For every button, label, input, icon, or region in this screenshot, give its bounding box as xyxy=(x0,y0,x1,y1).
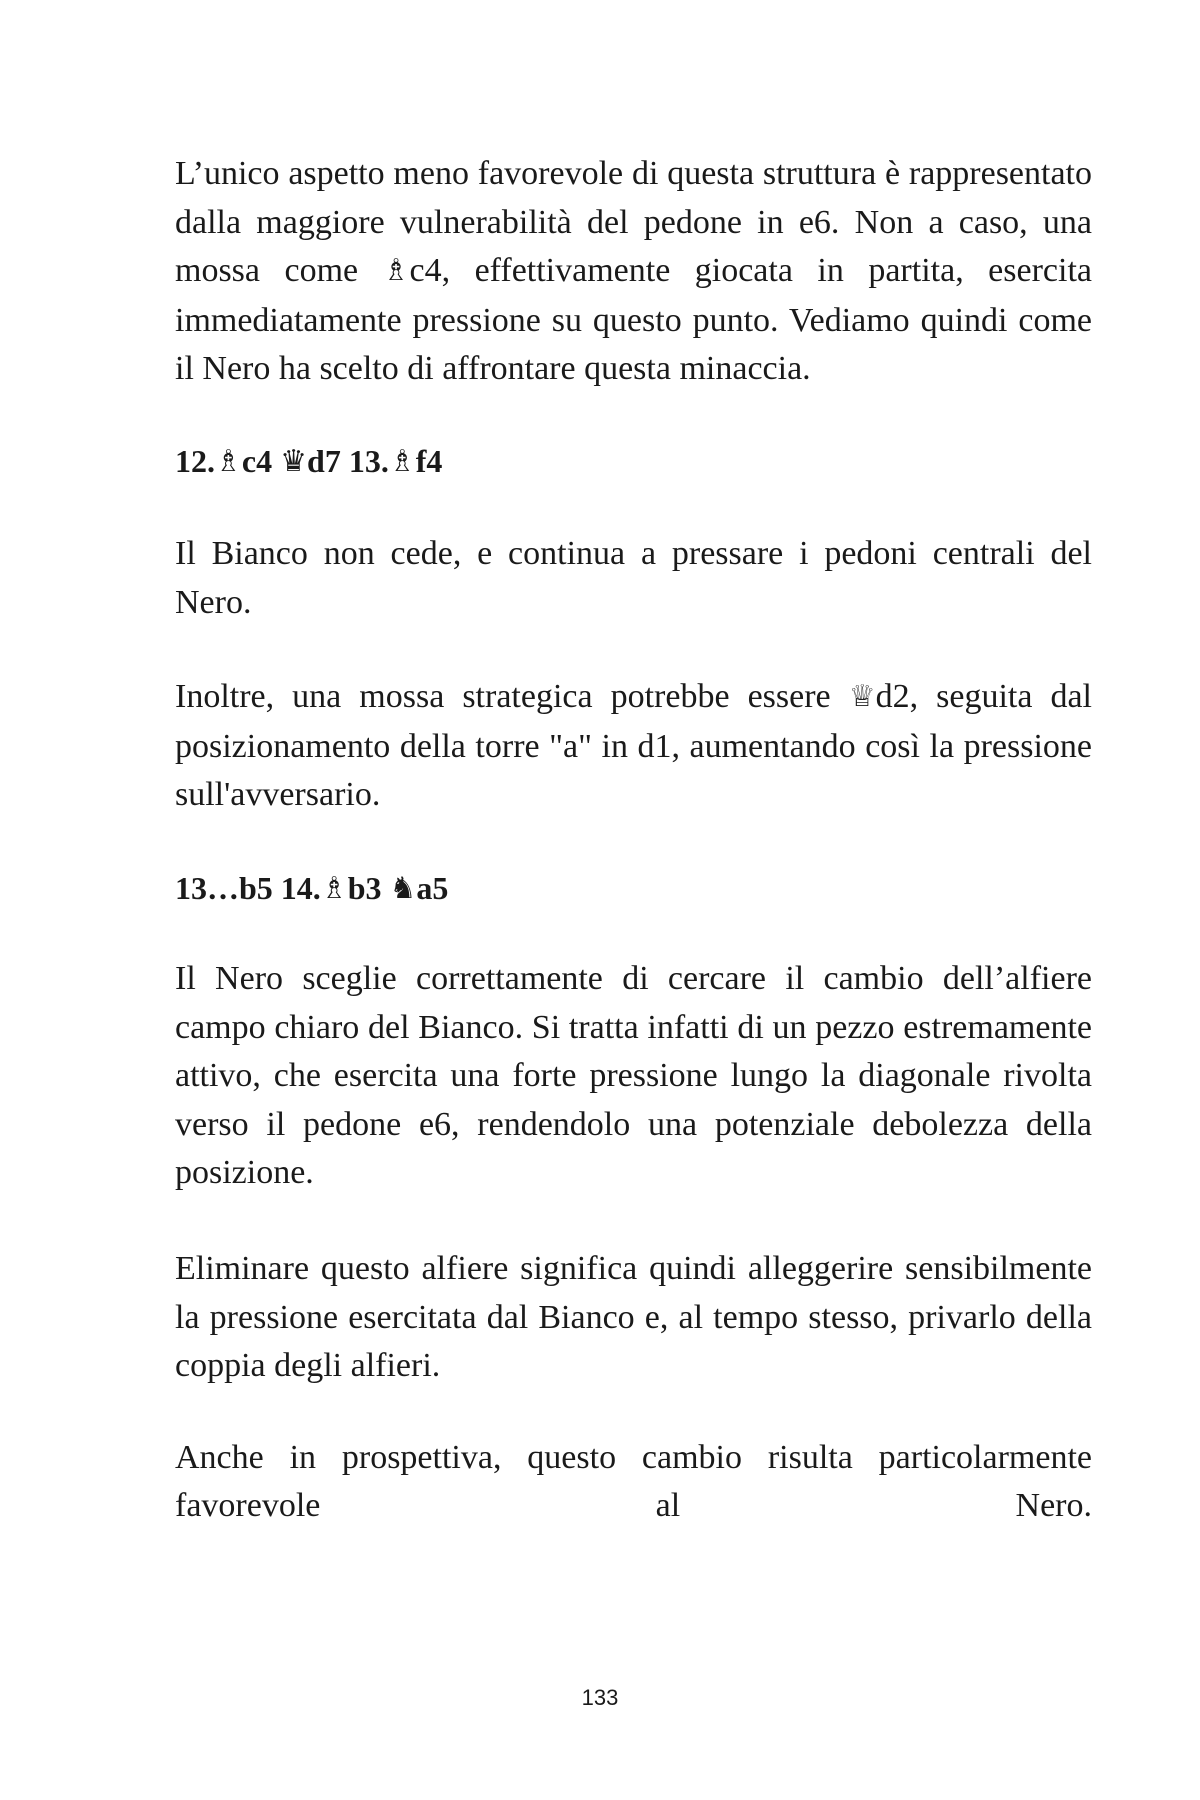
move-number-13: 13…b5 14. xyxy=(175,869,321,906)
move-line-1 xyxy=(175,437,1092,487)
paragraph-4: Il Nero sceglie correttamente di cercare il cambio dell’alfiere campo chiaro del Bianco. Si tratta infatti di un pezzo estremamente attivo, che esercita una forte pressione lungo la diagonale rivolta verso il pedone e6, rendendolo una potenziale debolezza della posizione. xyxy=(175,959,1092,1192)
white-bishop-icon: ♗ xyxy=(320,870,348,906)
move-square-d7: d7 13. xyxy=(307,442,389,479)
black-knight-icon: ♞ xyxy=(389,870,417,906)
paragraph-3-text-a: Inoltre, una mossa strategica potrebbe essere xyxy=(175,678,849,716)
white-bishop-icon: ♗ xyxy=(215,443,242,479)
move-square-f4: f4 xyxy=(415,442,443,479)
page-content xyxy=(175,150,1092,1531)
move-square-b3: b3 xyxy=(347,869,390,906)
white-queen-icon: ♕ xyxy=(848,679,876,715)
black-queen-icon: ♛ xyxy=(280,443,308,479)
white-bishop-icon: ♗ xyxy=(382,253,410,289)
move-line-2 xyxy=(175,864,1092,914)
paragraph-6: Anche in prospettiva, questo cambio risulta particolarmente favorevole al Nero. xyxy=(175,1438,1092,1525)
paragraph-5: Eliminare questo alfiere significa quindi alleggerire sensibilmente la pressione esercitata dal Bianco e, al tempo stesso, privarlo della coppia degli alfieri. xyxy=(175,1249,1092,1385)
paragraph-3 xyxy=(175,673,1092,820)
page-number: 133 xyxy=(581,1685,619,1710)
move-square-a5: a5 xyxy=(416,869,449,906)
move-square-c4: c4 xyxy=(241,442,281,479)
paragraph-3-text-b: d2, seguita dal posizionamento della torre "a" in d1, aumentando così la pressione sull'avversario. xyxy=(175,678,1093,814)
paragraph-1 xyxy=(175,150,1092,394)
paragraph-2: Il Bianco non cede, e continua a pressare i pedoni centrali del Nero. xyxy=(175,534,1092,621)
move-number-12: 12. xyxy=(175,442,215,479)
white-bishop-icon: ♗ xyxy=(388,443,416,479)
paragraph-1-text-a: L’unico aspetto meno favorevole di questa struttura è rappresentato dalla maggiore vulnerabilità del pedone in e6. Non a caso, una mossa come xyxy=(175,155,1092,290)
paragraph-1-text-b: c4, effettivamente giocata in partita, esercita immediatamente pressione su questo punto. Vediamo quindi come il Nero ha scelto di affrontare questa minaccia. xyxy=(175,252,1092,388)
